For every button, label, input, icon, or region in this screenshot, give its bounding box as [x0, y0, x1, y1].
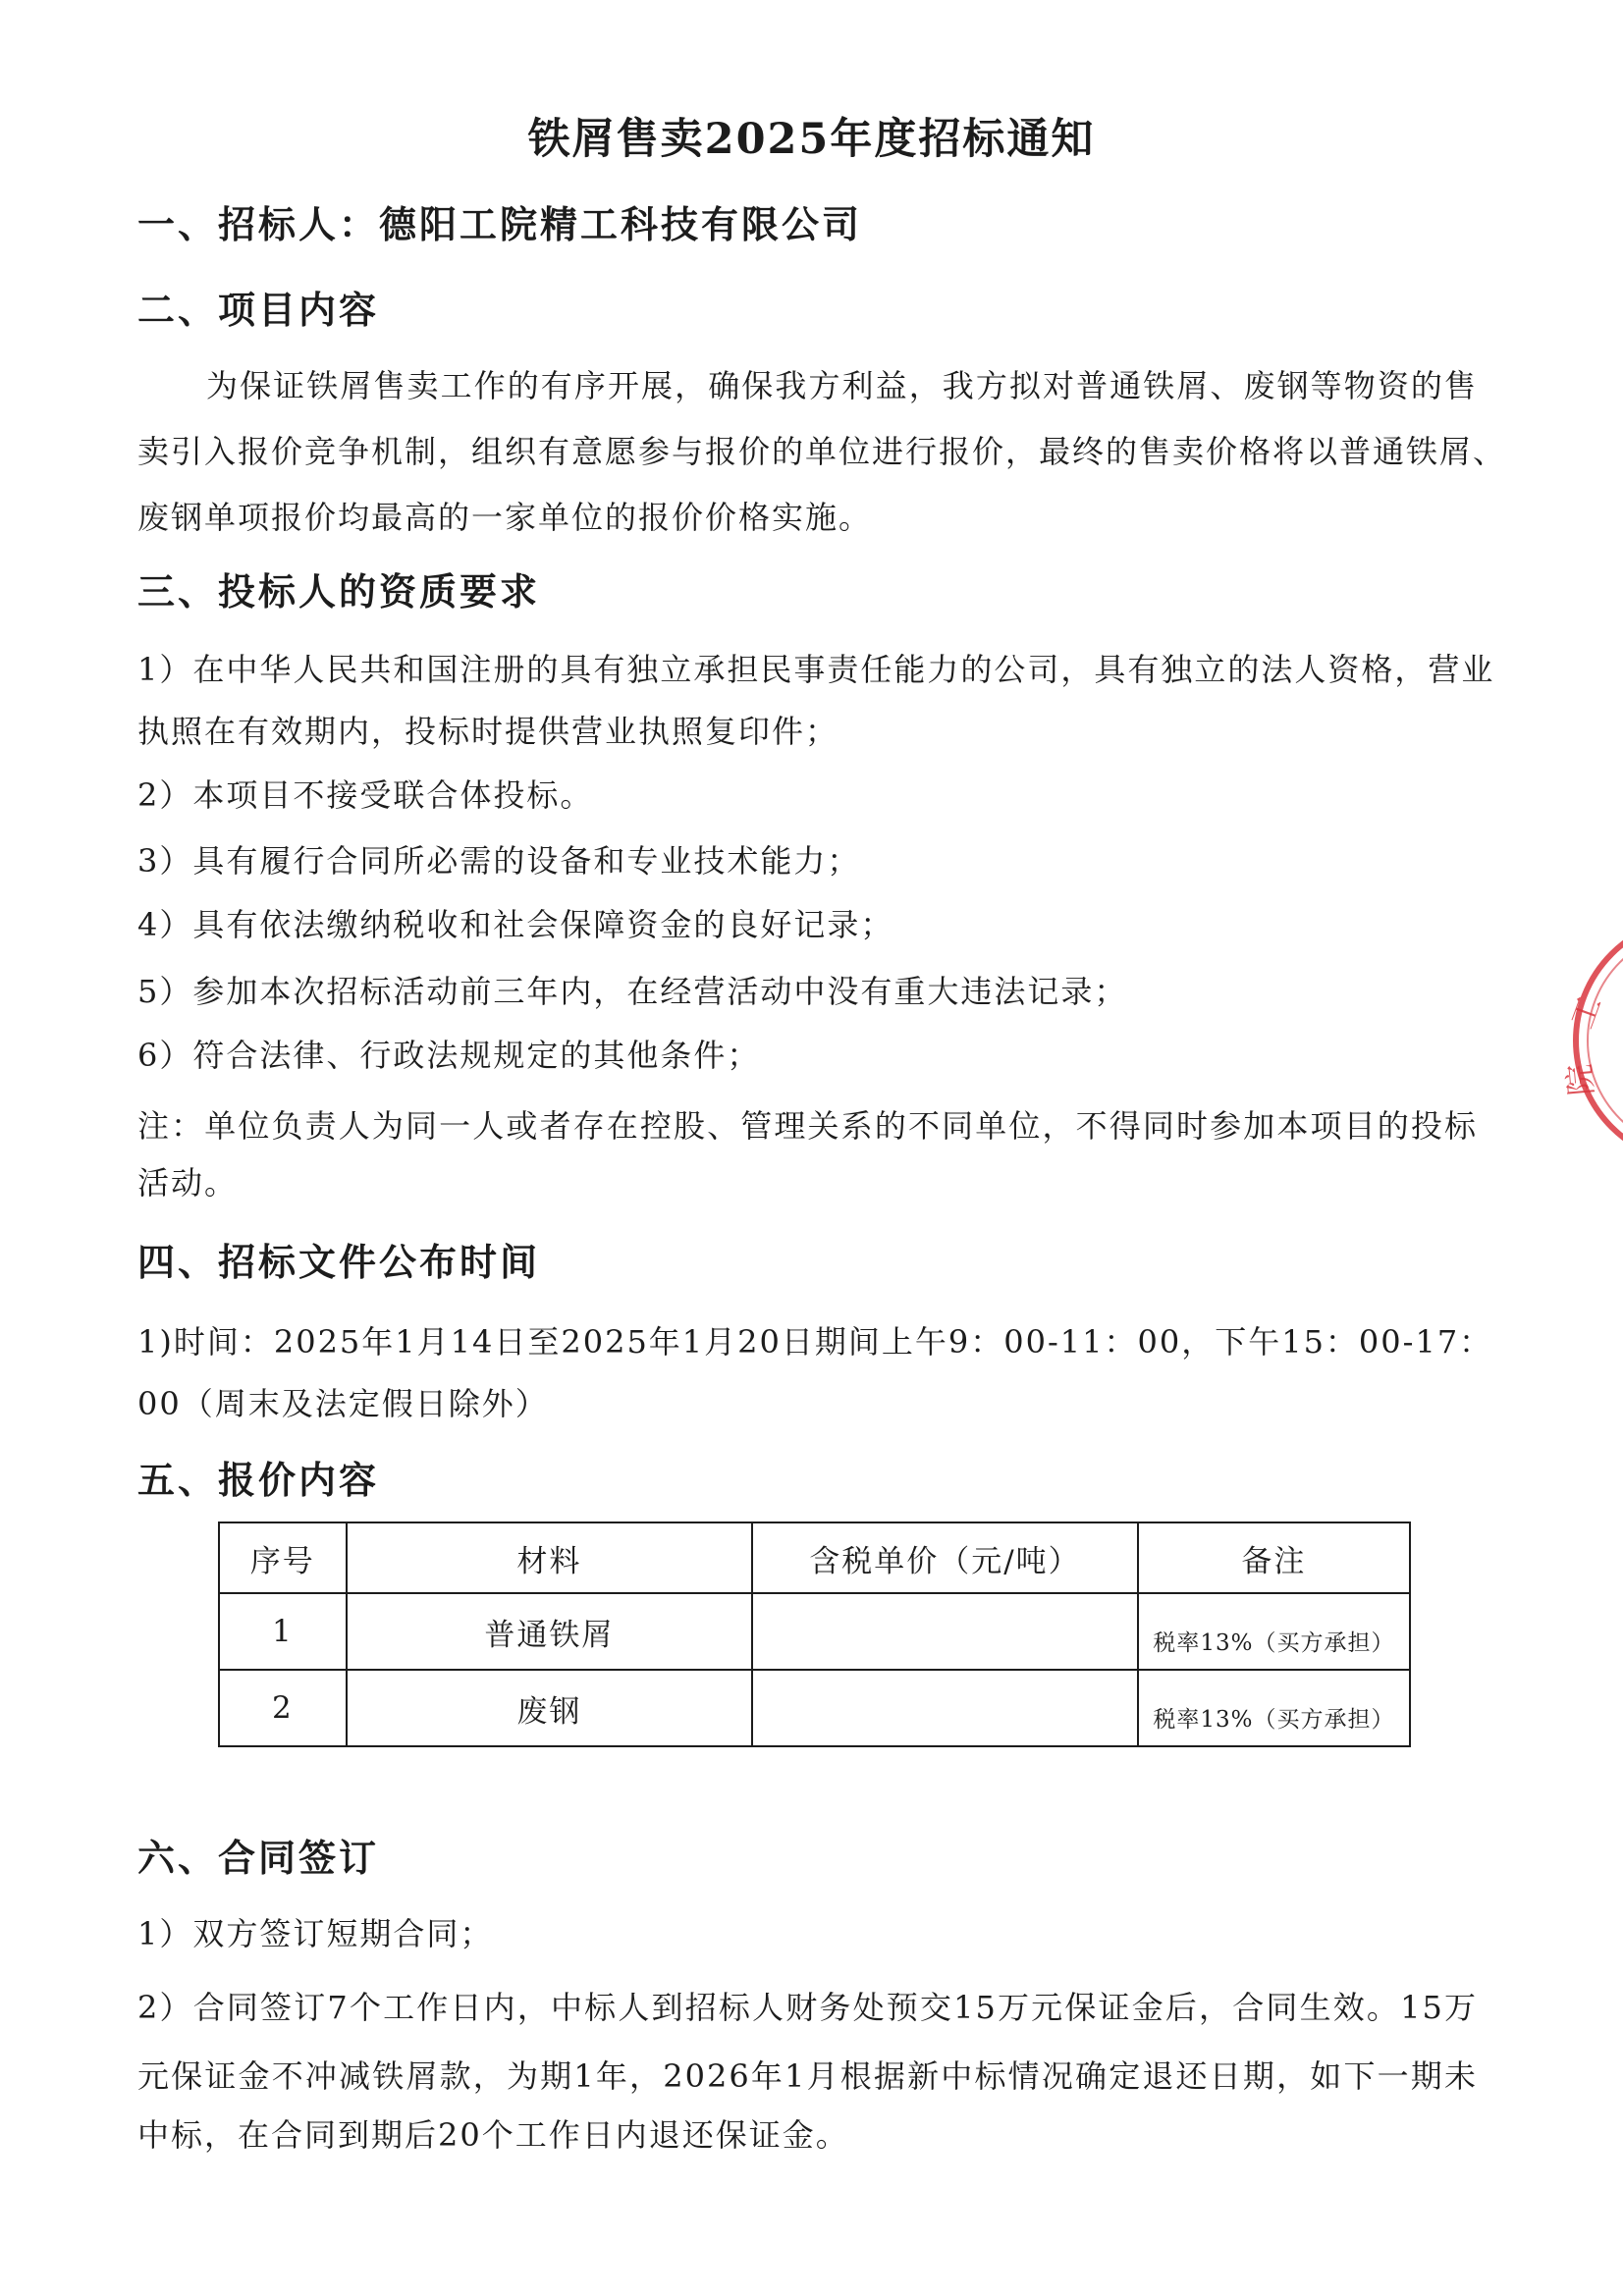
cell-price	[752, 1593, 1138, 1670]
requirement-line: 4）具有依法缴纳税收和社会保障资金的良好记录；	[137, 906, 894, 943]
section-heading-quote-content: 五、报价内容	[137, 1458, 380, 1502]
contract-line: 元保证金不冲减铁屑款，为期1年，2026年1月根据新中标情况确定退还日期，如下一期未	[137, 2057, 1478, 2095]
cell-note: 税率13%（买方承担）	[1138, 1593, 1410, 1670]
section-heading-publish-time: 四、招标文件公布时间	[137, 1240, 541, 1284]
cell-note: 税率13%（买方承担）	[1138, 1670, 1410, 1746]
note-line: 注：单位负责人为同一人或者存在控股、管理关系的不同单位，不得同时参加本项目的投标	[137, 1107, 1478, 1145]
header-cell-no: 序号	[219, 1522, 347, 1593]
header-cell-price: 含税单价（元/吨）	[752, 1522, 1138, 1593]
paragraph-line: 废钢单项报价均最高的一家单位的报价价格实施。	[137, 499, 873, 536]
section-heading-qualifications: 三、投标人的资质要求	[137, 569, 541, 614]
table-row	[219, 1670, 1410, 1746]
requirement-line: 2）本项目不接受联合体投标。	[137, 776, 594, 814]
document-title: 铁屑售卖2025年度招标通知	[527, 115, 1096, 164]
cell-no: 2	[219, 1670, 347, 1746]
cell-material: 普通铁屑	[347, 1593, 752, 1670]
note-line: 活动。	[137, 1164, 239, 1201]
svg-text:工: 工	[1562, 990, 1609, 1034]
requirement-line: 3）具有履行合同所必需的设备和专业技术能力；	[137, 842, 861, 880]
table-header-row	[219, 1522, 1410, 1593]
requirement-line: 6）符合法律、行政法规规定的其他条件；	[137, 1037, 761, 1074]
time-line: 1)时间：2025年1月14日至2025年1月20日期间上午9：00-11：00，下午15：00-17：	[137, 1323, 1493, 1361]
time-line: 00（周末及法定假日除外）	[137, 1385, 549, 1422]
contract-line: 中标，在合同到期后20个工作日内退还保证金。	[137, 2116, 849, 2154]
paragraph-line: 为保证铁屑售卖工作的有序开展，确保我方利益，我方拟对普通铁屑、废钢等物资的售	[206, 367, 1478, 404]
cell-no: 1	[219, 1593, 347, 1670]
requirement-line: 1）在中华人民共和国注册的具有独立承担民事责任能力的公司，具有独立的法人资格，营业	[137, 651, 1495, 688]
header-cell-note: 备注	[1138, 1522, 1410, 1593]
paragraph-line: 卖引入报价竞争机制，组织有意愿参与报价的单位进行报价，最终的售卖价格将以普通铁屑、	[137, 433, 1507, 470]
requirement-line: 5）参加本次招标活动前三年内，在经营活动中没有重大违法记录；	[137, 973, 1128, 1010]
contract-line: 1）双方签订短期合同；	[137, 1915, 494, 1952]
cell-material: 废钢	[347, 1670, 752, 1746]
table-row	[219, 1593, 1410, 1670]
contract-line: 2）合同签订7个工作日内，中标人到招标人财务处预交15万元保证金后，合同生效。15万	[137, 1989, 1478, 2026]
section-heading-tenderer: 一、招标人：德阳工院精工科技有限公司	[137, 202, 863, 246]
header-cell-material: 材料	[347, 1522, 752, 1593]
company-seal-stamp	[1551, 913, 1623, 1168]
quote-table	[218, 1522, 1411, 1747]
cell-price	[752, 1670, 1138, 1746]
requirement-line: 执照在有效期内，投标时提供营业执照复印件；	[137, 713, 839, 750]
section-heading-contract: 六、合同签订	[137, 1836, 380, 1880]
section-heading-project-content: 二、项目内容	[137, 288, 380, 332]
svg-text:院: 院	[1560, 1062, 1600, 1097]
